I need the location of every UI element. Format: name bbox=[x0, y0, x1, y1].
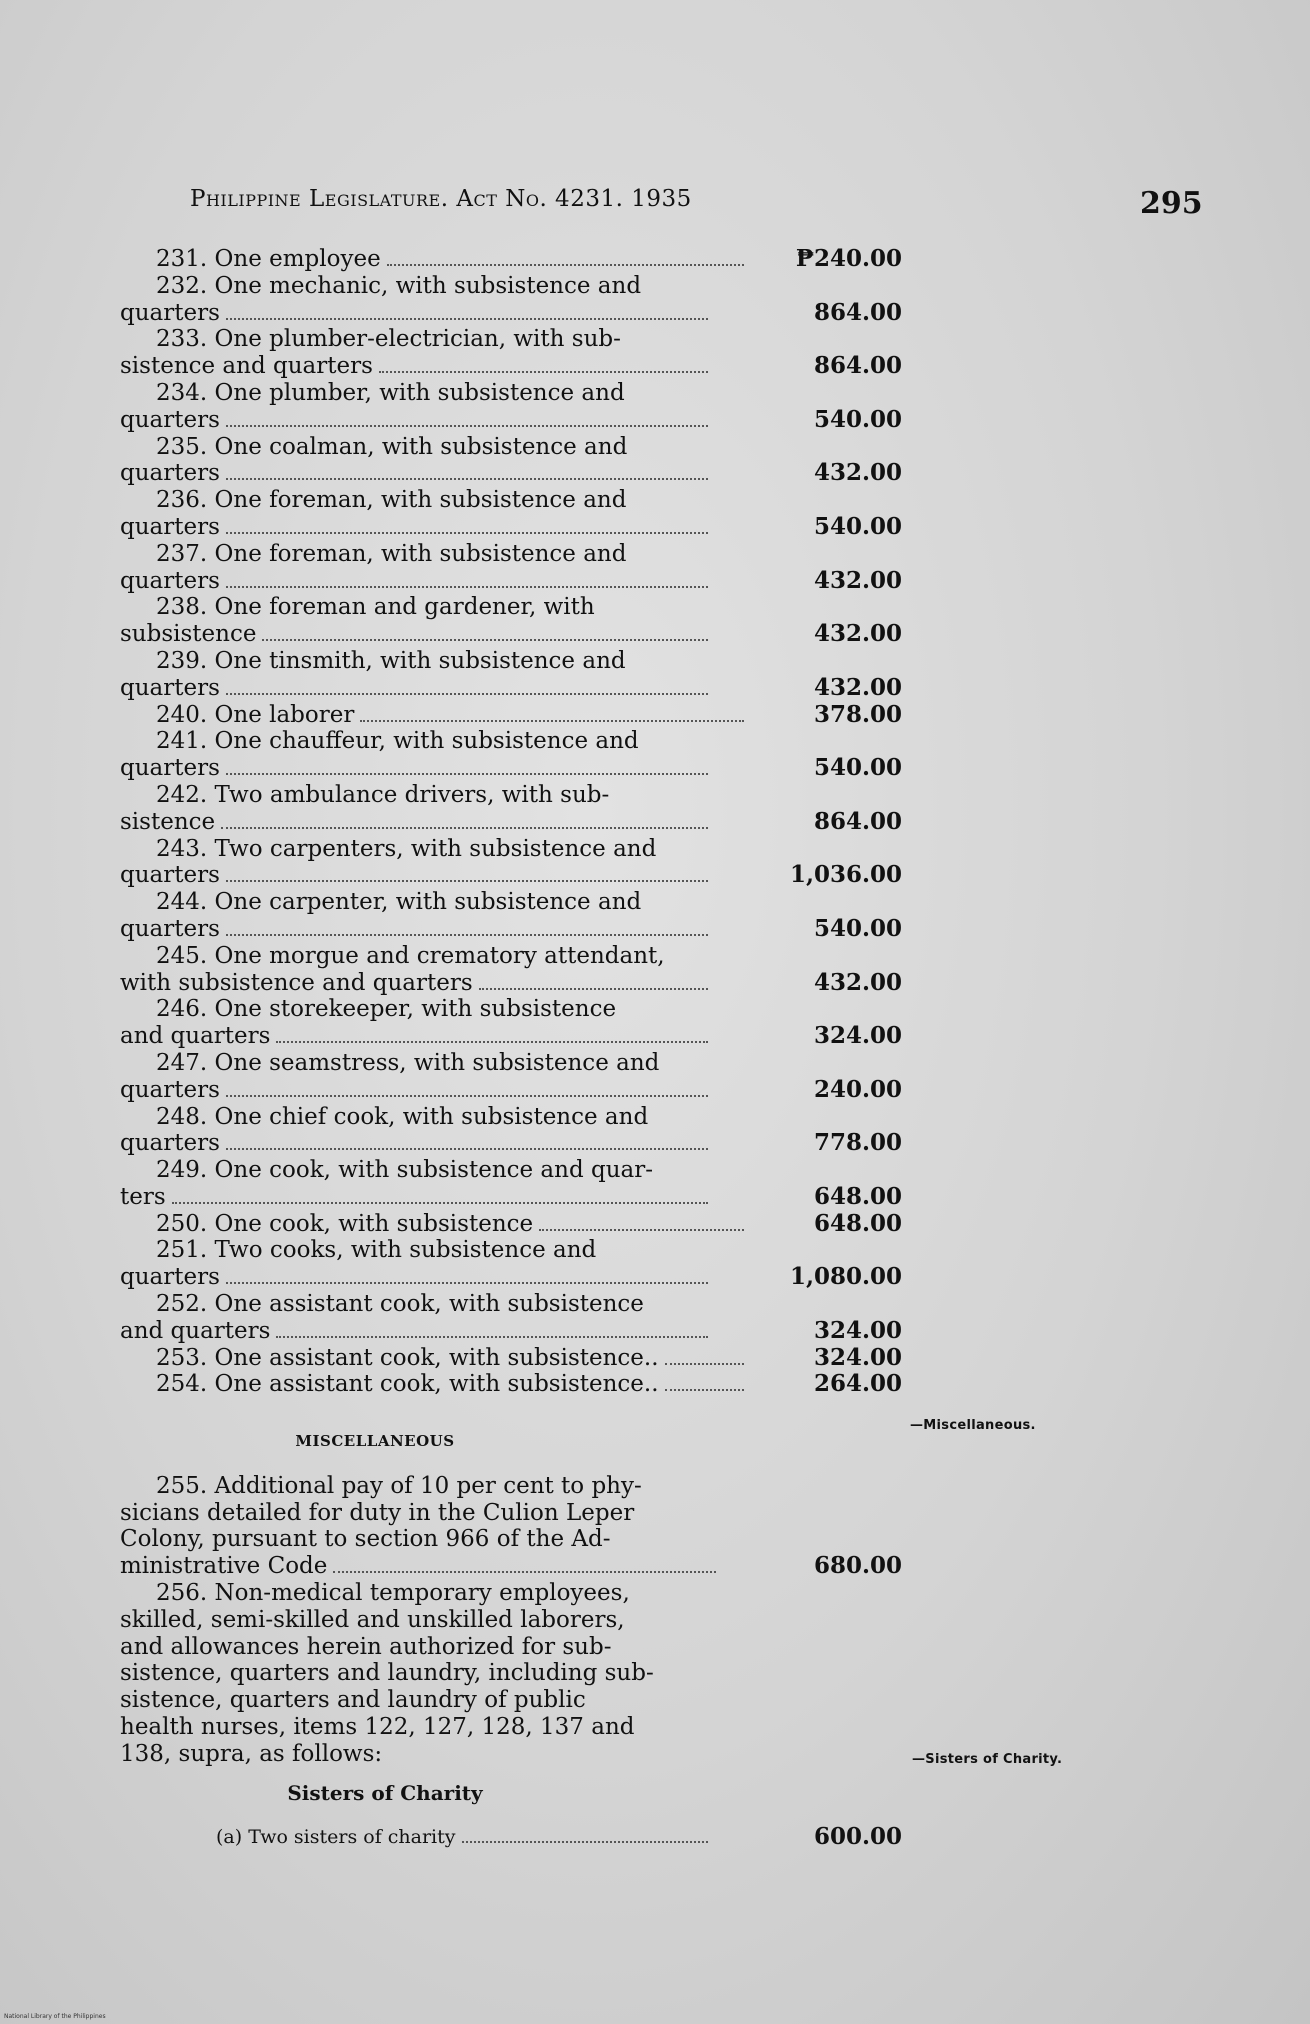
paragraph-text: 255. Additional pay of 10 per cent to phy- bbox=[156, 1472, 642, 1499]
item-text: 245. One morgue and crematory attendant, bbox=[156, 942, 665, 969]
item-text: subsistence bbox=[120, 621, 257, 648]
item-line bbox=[120, 862, 712, 889]
leader-dots bbox=[226, 693, 708, 695]
item-row bbox=[120, 942, 902, 997]
item-line bbox=[120, 1184, 712, 1211]
leader-dots bbox=[360, 720, 744, 722]
item-text: 244. One carpenter, with subsistence and bbox=[156, 889, 642, 916]
item-line bbox=[120, 1130, 712, 1157]
paragraph-line bbox=[120, 1526, 720, 1553]
item-row bbox=[120, 728, 902, 782]
item-text: quarters bbox=[120, 513, 220, 540]
item-text: quarters bbox=[120, 567, 220, 594]
item-line bbox=[120, 648, 748, 675]
item-line bbox=[120, 1050, 748, 1077]
item-row bbox=[120, 1049, 902, 1104]
item-line bbox=[120, 300, 712, 327]
item-text: 237. One foreman, with subsistence and bbox=[156, 540, 627, 567]
item-text: 242. Two ambulance drivers, with sub- bbox=[156, 781, 610, 808]
item-line bbox=[120, 782, 748, 809]
item-line bbox=[120, 889, 748, 916]
item-line bbox=[120, 487, 748, 514]
item-text: 238. One foreman and gardener, with bbox=[156, 594, 595, 621]
item-text: quarters bbox=[120, 755, 220, 782]
item-line bbox=[120, 380, 748, 407]
item-line bbox=[120, 943, 748, 970]
item-row bbox=[120, 433, 902, 488]
item-line bbox=[120, 1237, 748, 1264]
item-text: 241. One chauffeur, with subsistence and bbox=[156, 728, 639, 755]
item-line bbox=[120, 514, 712, 541]
paragraph-line bbox=[120, 1741, 720, 1768]
leader-dots bbox=[276, 1336, 708, 1338]
paragraph-line bbox=[120, 1607, 720, 1634]
leader-dots bbox=[226, 1148, 708, 1150]
paragraph-text: health nurses, items 122, 127, 128, 137 and bbox=[120, 1713, 635, 1740]
leader-dots bbox=[226, 318, 708, 320]
item-amount: 378.00 bbox=[813, 700, 902, 728]
leader-dots bbox=[221, 827, 708, 829]
item-255 bbox=[120, 1472, 902, 1580]
paragraph-line bbox=[120, 1634, 720, 1661]
item-row bbox=[120, 245, 902, 273]
item-line bbox=[120, 916, 712, 943]
item-line bbox=[120, 621, 712, 648]
page-number: 295 bbox=[1140, 186, 1203, 221]
leader-dots bbox=[539, 1229, 744, 1231]
item-line bbox=[120, 836, 748, 863]
item-text: 239. One tinsmith, with subsistence and bbox=[156, 647, 626, 674]
item-line bbox=[120, 1291, 748, 1318]
leader-dots bbox=[172, 1202, 708, 1204]
item-line bbox=[120, 407, 712, 434]
item-line bbox=[120, 1264, 712, 1291]
item-amount: 540.00 bbox=[813, 754, 902, 782]
leader-dots bbox=[226, 934, 708, 936]
subheading-sisters-of-charity: Sisters of Charity bbox=[287, 1780, 483, 1805]
item-text: quarters bbox=[120, 674, 220, 701]
item-text: quarters bbox=[120, 299, 220, 326]
item-line bbox=[120, 1104, 748, 1131]
item-line bbox=[120, 1371, 748, 1398]
leader-dots bbox=[387, 264, 744, 266]
item-amount: 864.00 bbox=[813, 807, 902, 835]
leader-dots bbox=[226, 773, 708, 775]
item-row bbox=[120, 326, 902, 380]
item-row bbox=[120, 272, 902, 327]
item-amount: 864.00 bbox=[813, 352, 902, 380]
item-line bbox=[120, 728, 748, 755]
appropriation-items bbox=[120, 245, 902, 1398]
item-text: 251. Two cooks, with subsistence and bbox=[156, 1237, 597, 1264]
paragraph-line bbox=[120, 1687, 720, 1714]
paragraph-text: ministrative Code bbox=[120, 1553, 328, 1580]
paragraph-line bbox=[120, 1580, 756, 1607]
leader-dots bbox=[262, 639, 708, 641]
item-amount: 324.00 bbox=[813, 1316, 902, 1344]
leader-dots bbox=[462, 1841, 708, 1843]
item-amount: 432.00 bbox=[813, 459, 902, 487]
item-text: quarters bbox=[120, 1076, 220, 1103]
item-row bbox=[120, 1157, 902, 1211]
leader-dots bbox=[226, 1095, 708, 1097]
item-line bbox=[120, 568, 712, 595]
paragraph-text: sistence, quarters and laundry, including sub- bbox=[120, 1660, 654, 1687]
leader-dots bbox=[226, 532, 708, 534]
item-text: 243. Two carpenters, with subsistence and bbox=[156, 835, 657, 862]
item-row bbox=[120, 487, 902, 541]
item-row bbox=[120, 700, 902, 729]
item-amount: 778.00 bbox=[813, 1129, 902, 1157]
leader-dots bbox=[226, 586, 708, 588]
item-row bbox=[120, 1291, 902, 1345]
item-text: 250. One cook, with subsistence bbox=[156, 1210, 534, 1237]
item-line bbox=[120, 1211, 748, 1238]
leader-dots bbox=[333, 1571, 716, 1573]
miscellaneous-section bbox=[120, 1412, 902, 1851]
item-line bbox=[120, 675, 712, 702]
item-text: 252. One assistant cook, with subsistence bbox=[156, 1291, 644, 1318]
item-row bbox=[120, 1370, 902, 1398]
item-line bbox=[120, 1157, 748, 1184]
item-text: 235. One coalman, with subsistence and bbox=[156, 433, 628, 460]
item-amount: 240.00 bbox=[813, 1075, 902, 1103]
item-amount: 1,080.00 bbox=[789, 1263, 902, 1291]
item-row bbox=[120, 1209, 902, 1238]
item-a-amount: 600.00 bbox=[813, 1823, 902, 1851]
item-amount: 540.00 bbox=[813, 512, 902, 540]
item-row bbox=[120, 889, 902, 943]
paragraph-text: Colony, pursuant to section 966 of the Ad- bbox=[120, 1526, 611, 1553]
paragraph-text: and allowances herein authorized for sub- bbox=[120, 1633, 612, 1660]
item-text: sistence bbox=[120, 808, 216, 835]
item-line bbox=[120, 809, 712, 836]
item-amount: 1,036.00 bbox=[789, 861, 902, 889]
item-text: quarters bbox=[120, 406, 220, 433]
item-line bbox=[120, 594, 748, 621]
item-amount: 264.00 bbox=[813, 1370, 902, 1398]
item-text: 248. One chief cook, with subsistence and bbox=[156, 1103, 649, 1130]
item-row bbox=[120, 1343, 902, 1372]
paragraph-line bbox=[120, 1473, 756, 1500]
item-amount: 432.00 bbox=[813, 566, 902, 594]
leader-dots bbox=[226, 478, 708, 480]
item-text: with subsistence and quarters bbox=[120, 969, 473, 996]
item-row bbox=[120, 594, 902, 648]
paragraph-text: 256. Non-medical temporary employees, bbox=[156, 1579, 630, 1606]
margin-note-miscellaneous: —Miscellaneous. bbox=[910, 1418, 1036, 1433]
item-text: quarters bbox=[120, 460, 220, 487]
margin-note-sisters-of-charity: —Sisters of Charity. bbox=[912, 1752, 1063, 1767]
running-header: Philippine Legislature. Act No. 4231. 1935 bbox=[190, 186, 692, 212]
item-row bbox=[120, 379, 902, 434]
item-text: sistence and quarters bbox=[120, 353, 373, 380]
item-text: 246. One storekeeper, with subsistence bbox=[156, 996, 617, 1023]
item-amount: 864.00 bbox=[813, 298, 902, 326]
item-line bbox=[120, 1077, 712, 1104]
item-text: quarters bbox=[120, 1264, 220, 1291]
item-amount: 324.00 bbox=[813, 1343, 902, 1371]
item-line bbox=[120, 434, 748, 461]
item-text: 231. One employee bbox=[156, 246, 381, 272]
item-text: ters bbox=[120, 1183, 166, 1210]
item-amount: ₱240.00 bbox=[795, 245, 902, 272]
item-255-amount: 680.00 bbox=[813, 1552, 902, 1580]
item-amount: 324.00 bbox=[813, 1022, 902, 1050]
item-line bbox=[120, 996, 748, 1023]
item-text: 254. One assistant cook, with subsistence.. bbox=[156, 1371, 659, 1398]
paragraph-text: skilled, semi-skilled and unskilled laborers, bbox=[120, 1606, 625, 1633]
item-line bbox=[120, 970, 712, 997]
leader-dots bbox=[276, 1041, 708, 1043]
item-text: 249. One cook, with subsistence and quar- bbox=[156, 1157, 654, 1184]
item-line bbox=[120, 1023, 712, 1050]
item-line bbox=[120, 246, 748, 273]
item-row bbox=[120, 647, 902, 702]
item-line bbox=[120, 541, 748, 568]
item-text: and quarters bbox=[120, 1317, 271, 1344]
paragraph-line bbox=[120, 1553, 720, 1580]
item-line bbox=[120, 702, 748, 729]
item-text: 247. One seamstress, with subsistence and bbox=[156, 1049, 660, 1076]
paragraph-text: 138, supra, as follows: bbox=[120, 1740, 383, 1767]
item-text: 234. One plumber, with subsistence and bbox=[156, 379, 625, 406]
paragraph-text: sicians detailed for duty in the Culion Leper bbox=[120, 1499, 635, 1526]
item-line bbox=[120, 1345, 748, 1372]
item-text: 233. One plumber-electrician, with sub- bbox=[156, 326, 621, 353]
leader-dots bbox=[226, 1282, 708, 1284]
item-line bbox=[120, 1318, 712, 1345]
item-amount: 432.00 bbox=[813, 968, 902, 996]
item-text: quarters bbox=[120, 862, 220, 889]
paragraph-line bbox=[120, 1660, 720, 1687]
leader-dots bbox=[379, 371, 708, 373]
item-amount: 432.00 bbox=[813, 673, 902, 701]
item-text: quarters bbox=[120, 915, 220, 942]
library-watermark: National Library of the Philippines bbox=[4, 2013, 106, 2020]
leader-dots bbox=[479, 988, 708, 990]
item-amount: 432.00 bbox=[813, 620, 902, 648]
item-line bbox=[120, 755, 712, 782]
item-amount: 540.00 bbox=[813, 405, 902, 433]
item-row bbox=[120, 540, 902, 595]
item-line bbox=[120, 273, 748, 300]
item-text: 232. One mechanic, with subsistence and bbox=[156, 272, 642, 299]
section-heading-miscellaneous: MISCELLANEOUS bbox=[295, 1432, 455, 1450]
item-text: and quarters bbox=[120, 1023, 271, 1050]
item-row bbox=[120, 996, 902, 1050]
item-line bbox=[120, 353, 712, 380]
item-amount: 648.00 bbox=[813, 1209, 902, 1237]
item-row bbox=[120, 835, 902, 890]
paragraph-line bbox=[120, 1500, 720, 1527]
paragraph-text: sistence, quarters and laundry of public bbox=[120, 1687, 586, 1714]
item-text: 236. One foreman, with subsistence and bbox=[156, 487, 627, 514]
item-a-label: (a) Two sisters of charity bbox=[216, 1826, 456, 1849]
item-text: 253. One assistant cook, with subsistence.. bbox=[156, 1344, 659, 1371]
item-256 bbox=[120, 1580, 710, 1768]
item-row bbox=[120, 781, 902, 836]
item-amount: 648.00 bbox=[813, 1182, 902, 1210]
item-row bbox=[120, 1237, 902, 1291]
item-text: 240. One laborer bbox=[156, 701, 355, 728]
item-256-text bbox=[120, 1580, 720, 1768]
item-row bbox=[120, 1103, 902, 1158]
item-line bbox=[120, 460, 712, 487]
leader-dots bbox=[226, 425, 708, 427]
item-255-text bbox=[120, 1473, 720, 1580]
paragraph-line bbox=[120, 1714, 720, 1741]
leader-dots bbox=[226, 880, 708, 882]
item-line bbox=[120, 326, 748, 353]
item-amount: 540.00 bbox=[813, 914, 902, 942]
item-text: quarters bbox=[120, 1130, 220, 1157]
item-a bbox=[120, 1823, 902, 1851]
